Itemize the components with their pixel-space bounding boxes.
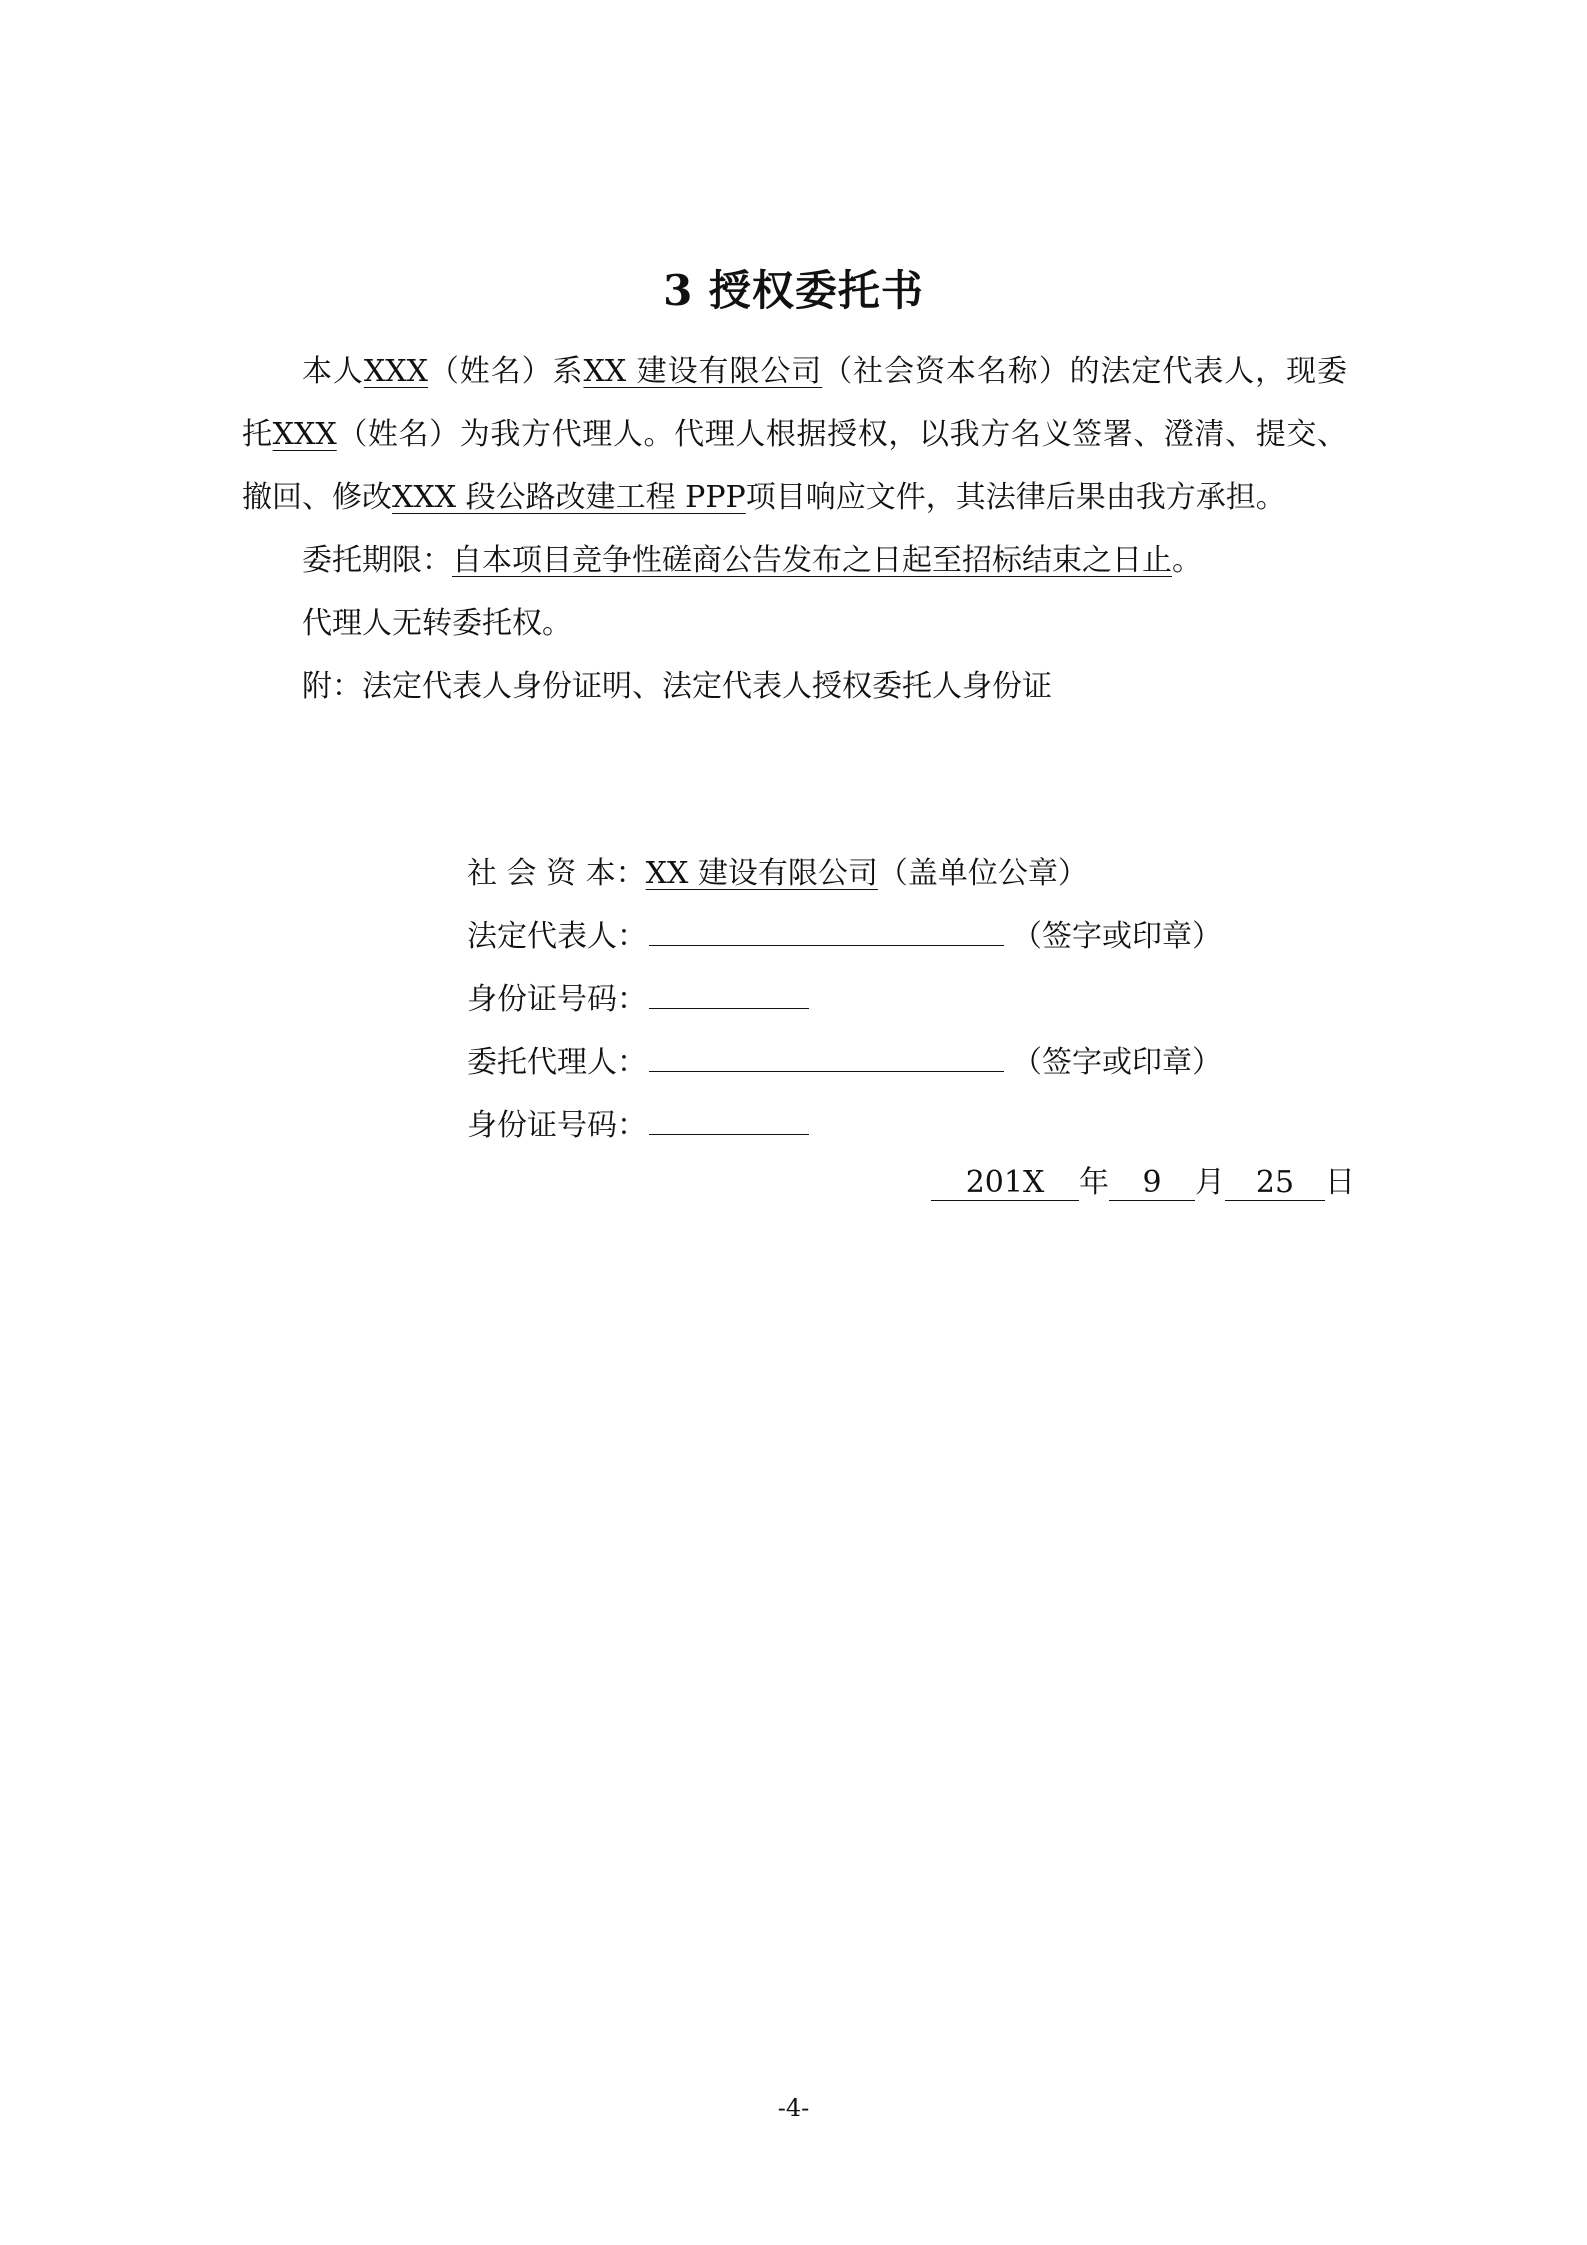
company-name: XX 建设有限公司 <box>583 354 823 389</box>
agent-name: XXX <box>272 417 337 452</box>
capital-note: （盖单位公章） <box>877 856 1088 891</box>
body-text <box>242 340 1347 718</box>
date-year: 201X <box>931 1166 1079 1201</box>
id-row-2 <box>467 1094 1367 1157</box>
text-segment: 。 <box>1172 543 1202 578</box>
date-day: 25 <box>1225 1166 1325 1201</box>
capital-row <box>467 842 1367 905</box>
legal-rep-note: （签字或印章） <box>1012 919 1222 954</box>
date-day-unit: 日 <box>1325 1165 1355 1200</box>
agent-note: （签字或印章） <box>1012 1045 1222 1080</box>
text-segment: 项目响应文件，其法律后果由我方承担。 <box>745 480 1286 515</box>
agent-signature-line[interactable] <box>649 1041 1004 1072</box>
agent-label: 委托代理人： <box>467 1045 647 1080</box>
authorization-paragraph <box>242 340 1347 529</box>
id-number-line[interactable] <box>649 1104 809 1135</box>
project-name: XXX 段公路改建工程 PPP <box>392 480 746 515</box>
agent-row <box>467 1031 1367 1094</box>
principal-name: XXX <box>363 354 428 389</box>
id-number-line[interactable] <box>649 978 809 1009</box>
period-label: 委托期限： <box>302 543 452 578</box>
page-title: 3 授权委托书 <box>663 266 924 315</box>
date-month-unit: 月 <box>1195 1165 1225 1200</box>
no-subdelegation-paragraph: 代理人无转委托权。 <box>302 606 572 641</box>
capital-value: XX 建设有限公司 <box>645 856 878 891</box>
text-segment: （社会资本名称）的法定代表人，现委托 <box>242 354 1348 452</box>
date-line <box>931 1157 1355 1201</box>
period-value: 自本项目竞争性磋商公告发布之日起至招标结束之日止 <box>452 543 1172 578</box>
date-month: 9 <box>1109 1166 1195 1201</box>
capital-label: 社 会 资 本： <box>467 856 646 891</box>
page-number: -4- <box>777 2094 810 2122</box>
text-segment: 本人 <box>302 354 364 389</box>
id-row-1 <box>467 968 1367 1031</box>
text-segment: （姓名）为我方代理人。代理人根据授权，以我方名义签署、澄清、提交、撤回、修改 <box>242 417 1348 515</box>
period-paragraph <box>242 529 1347 592</box>
id-label: 身份证号码： <box>467 1108 647 1143</box>
date-year-unit: 年 <box>1079 1165 1109 1200</box>
legal-rep-row <box>467 905 1367 968</box>
id-label: 身份证号码： <box>467 982 647 1017</box>
signature-block <box>467 842 1367 1157</box>
legal-rep-signature-line[interactable] <box>649 915 1004 946</box>
attachment-paragraph: 附：法定代表人身份证明、法定代表人授权委托人身份证 <box>302 669 1052 704</box>
text-segment: （姓名）系 <box>427 354 584 389</box>
legal-rep-label: 法定代表人： <box>467 919 647 954</box>
